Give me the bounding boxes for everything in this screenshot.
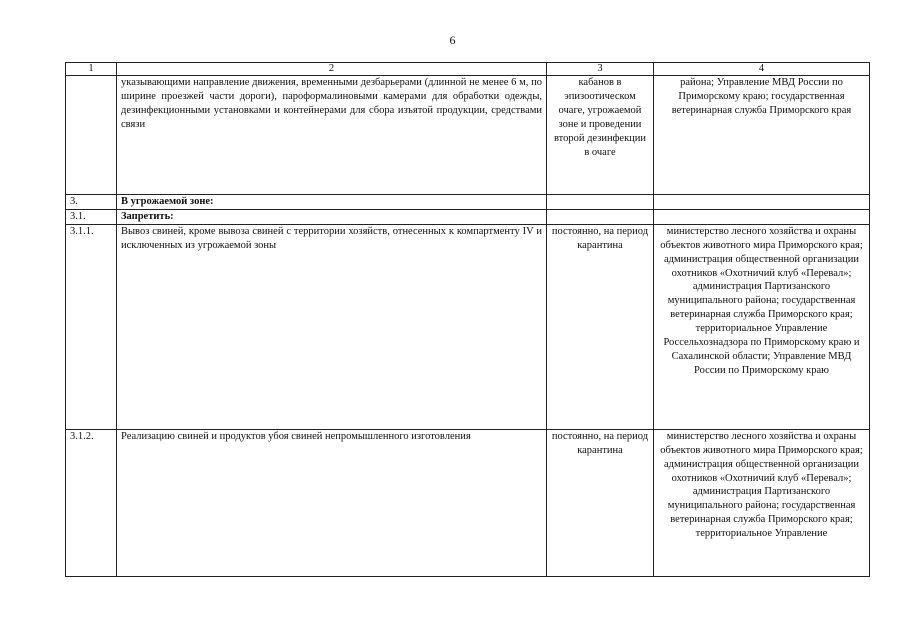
term-cell: постоянно, на период карантина [547, 224, 654, 429]
term-cell: постоянно, на период карантина [547, 429, 654, 576]
header-cell-term: 3 [547, 63, 654, 76]
responsible-cell [654, 195, 870, 210]
table-header-row [66, 63, 870, 76]
section-heading-cell: В угрожаемой зоне: [117, 195, 547, 210]
measure-cell: указывающими направление движения, временными дезбарьерами (длинной не менее 6 м, по ширине проезжей части дороги), пароформалиновыми камерами для обработки одежды, дезинфекционными установками и контейнерами для сбора изъятой продукции, средствами связи [117, 76, 547, 195]
subsection-heading-cell: Запретить: [117, 209, 547, 224]
table-row [66, 429, 870, 576]
page-number: 6 [449, 33, 456, 47]
header-cell-responsible: 4 [654, 63, 870, 76]
measure-cell: Реализацию свиней и продуктов убоя свиней непромышленного изготовления [117, 429, 547, 576]
row-number-cell: 3.1. [66, 209, 117, 224]
responsible-cell: министерство лесного хозяйства и охраны объектов животного мира Приморского края; администрация общественной организации охотников «Охотничий клуб «Перевал»; администрация Партизанского муниципального района; государственная ветеринарная служба Приморского края; территориальное Управление [654, 429, 870, 576]
header-cell-number: 1 [66, 63, 117, 76]
row-number-cell: 3.1.1. [66, 224, 117, 429]
responsible-cell [654, 209, 870, 224]
header-cell-measure: 2 [117, 63, 547, 76]
term-cell: кабанов в эпизоотическом очаге, угрожаемой зоне и проведении второй дезинфекции в очаге [547, 76, 654, 195]
responsible-cell: района; Управление МВД России по Приморскому краю; государственная ветеринарная служба Приморского края [654, 76, 870, 195]
term-cell [547, 195, 654, 210]
row-number-cell [66, 76, 117, 195]
measure-cell: Вывоз свиней, кроме вывоза свиней с территории хозяйств, отнесенных к компартменту IV и исключенных из угрожаемой зоны [117, 224, 547, 429]
row-number-cell: 3.1.2. [66, 429, 117, 576]
responsible-cell: министерство лесного хозяйства и охраны объектов животного мира Приморского края; администрация общественной организации охотников «Охотничий клуб «Перевал»; администрация Партизанского муниципального района; государственная ветеринарная служба Приморского края; территориальное Управление Россельхознадзора по Приморскому краю и Сахалинской области; Управление МВД России по Приморскому краю [654, 224, 870, 429]
row-number-cell: 3. [66, 195, 117, 210]
table-row [66, 224, 870, 429]
table-row [66, 195, 870, 210]
table-row [66, 209, 870, 224]
term-cell [547, 209, 654, 224]
table-row [66, 76, 870, 195]
measures-table [65, 62, 870, 577]
